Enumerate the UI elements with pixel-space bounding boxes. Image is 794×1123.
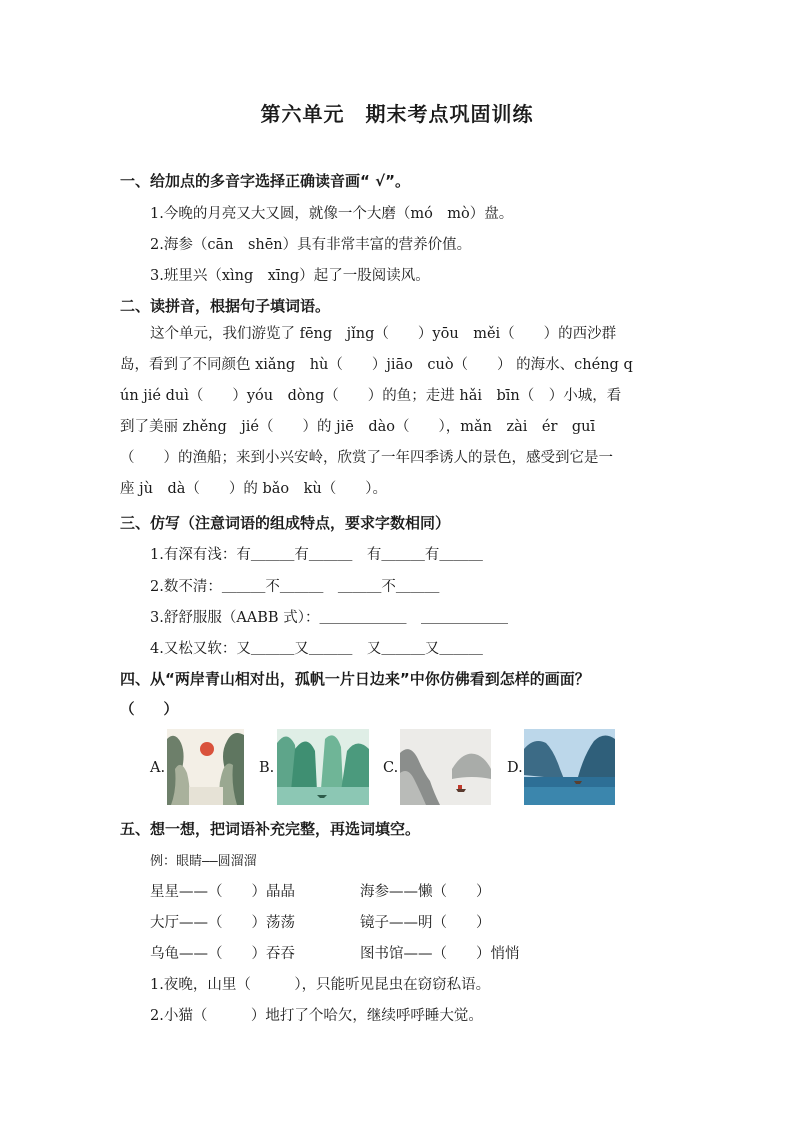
s5-sentence-1: 1.夜晚，山里（ ），只能听见昆虫在窃窃私语。 (150, 977, 491, 993)
s2-paragraph (120, 319, 676, 505)
section-1-heading: 一、给加点的多音字选择正确读音画“ √”。 (120, 172, 410, 190)
option-c-label: C. (383, 760, 399, 776)
section-4-heading: 四、从“两岸青山相对出，孤帆一片日边来”中你仿佛看到怎样的画面？ (120, 670, 590, 688)
s2-line-6: 座 jù dà（ ）的 bǎo kù（ ）。 (120, 481, 388, 497)
s2-line-1: 这个单元，我们游览了 fēng jǐng（ ）yōu měi（ ）的西沙群 (150, 326, 617, 342)
s4-answer-blank: （ ） (120, 702, 178, 718)
option-a-image[interactable] (167, 729, 244, 805)
option-a-label: A. (150, 760, 166, 776)
s2-line-2: 岛，看到了不同颜色 xiǎng hù（ ）jiāo cuò（ ） 的海水、chéng q (120, 357, 633, 373)
page-title: 第六单元 期末考点巩固训练 (260, 102, 534, 126)
s3-item-3: 3.舒舒服服（AABB 式）：＿＿＿＿＿＿ ＿＿＿＿＿＿ (150, 610, 508, 626)
s1-item-3: 3.班里兴（xìng xīng）起了一股阅读风。 (150, 268, 430, 284)
s3-item-4: 4.又松又软：又＿＿＿又＿＿＿ 又＿＿＿又＿＿＿ (150, 641, 483, 657)
s2-line-4: 到了美丽 zhěng jié（ ）的 jiē dào（ ），mǎn zài ér guī (120, 419, 596, 435)
s5-example: 例：眼睛——圆溜溜 (150, 854, 257, 869)
option-d-label: D. (507, 760, 523, 776)
option-c-image[interactable] (400, 729, 491, 805)
s2-line-3: ún jié duì（ ）yóu dòng（ ）的鱼；走进 hǎi bīn（ ）小城，看 (120, 388, 622, 404)
section-2-heading: 二、读拼音，根据句子填词语。 (120, 297, 331, 315)
s5-sentence-2: 2.小猫（ ）地打了个哈欠，继续呼呼睡大觉。 (150, 1008, 483, 1024)
s3-item-2: 2.数不清：＿＿＿不＿＿＿ ＿＿＿不＿＿＿ (150, 579, 440, 595)
s5-left-1: 星星——（ ）晶晶 (150, 884, 295, 900)
s5-right-1: 海参——懒（ ） (360, 884, 491, 900)
option-b-image[interactable] (277, 729, 369, 805)
s5-right-2: 镜子——明（ ） (360, 915, 491, 931)
option-d-image[interactable] (524, 729, 615, 805)
s1-item-1: 1.今晚的月亮又大又圆，就像一个大磨（mó mò）盘。 (150, 206, 514, 222)
s3-item-1: 1.有深有浅：有＿＿＿有＿＿＿ 有＿＿＿有＿＿＿ (150, 547, 483, 563)
s5-left-2: 大厅——（ ）荡荡 (150, 915, 295, 931)
section-3-heading: 三、仿写（注意词语的组成特点，要求字数相同） (120, 514, 451, 532)
s2-line-5: （ ）的渔船；来到小兴安岭，欣赏了一年四季诱人的景色，感受到它是一 (120, 450, 613, 466)
s5-right-3: 图书馆——（ ）悄悄 (360, 946, 520, 962)
s1-item-2: 2.海参（cān shēn）具有非常丰富的营养价值。 (150, 237, 472, 253)
section-5-heading: 五、想一想，把词语补充完整，再选词填空。 (120, 820, 421, 838)
option-b-label: B. (259, 760, 275, 776)
s5-left-3: 乌龟——（ ）吞吞 (150, 946, 295, 962)
